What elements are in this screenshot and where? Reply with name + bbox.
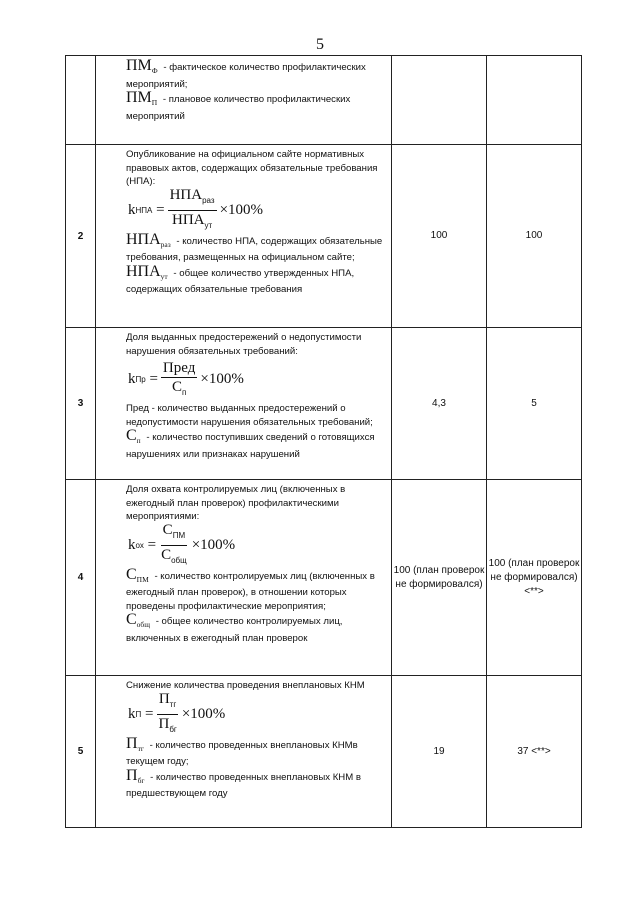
row-number: 2: [66, 145, 96, 328]
symbol: $НПА_{раз}$: [126, 230, 171, 249]
definition-text: - количество НПА, содержащих обязательные требования, размещенных на официальном сайте;: [126, 235, 383, 263]
definition-text: Пред - количество выданных предостережений о недопустимости нарушения обязательных требований;: [126, 403, 373, 428]
description-cell: [96, 145, 392, 328]
definition-text: - количество поступивших сведений о готовящихся нарушениях или признаках нарушений: [126, 432, 375, 460]
row-number: 5: [66, 676, 96, 828]
symbol: $С_{ПМ}$: [126, 565, 149, 584]
table-row-5: [66, 676, 582, 828]
page-number: 5: [316, 36, 324, 53]
indicator-title: Снижение количества проведения внеплановых КНМ: [126, 680, 365, 691]
target-cell: [487, 56, 582, 145]
symbol: $С_п$: [126, 427, 141, 445]
row-number: 4: [66, 480, 96, 676]
definition-text: - количество проведенных внеплановых КНМв текущем году;: [126, 739, 358, 767]
description-cell: [96, 480, 392, 676]
definition-text: - количество контролируемых лиц (включенных в ежегодный план проверок), в отношении которых проведены профилактические мероприятия;: [126, 570, 375, 612]
definition-text: - общее количество утвержденных НПА, содержащих обязательные требования: [126, 267, 355, 295]
table-row-3: [66, 328, 582, 480]
symbol: $С_{общ}$: [126, 611, 151, 629]
table-row-2: [66, 145, 582, 328]
indicator-title: Опубликование на официальном сайте нормативных правовых актов, содержащих обязательные требования (НПА):: [126, 149, 378, 187]
indicator-title: Доля охвата контролируемых лиц (включенных в ежегодный план проверок) профилактическими мероприятиями:: [126, 484, 346, 522]
value-cell: 19: [392, 676, 487, 828]
definition-text: - плановое количество профилактических мероприятий: [126, 94, 351, 122]
description-cell: [96, 56, 392, 145]
value-cell: 4,3: [392, 328, 487, 480]
formula: k Пр = $\frac{\text{Пред}}{С_п}$ ×100%: [128, 359, 244, 397]
value-cell: 100 (план проверок не формировался): [392, 480, 487, 676]
row-number: 3: [66, 328, 96, 480]
indicators-table: [65, 55, 582, 828]
target-cell: 37 <**>: [487, 676, 582, 828]
symbol: $НПА_{ут}$: [126, 262, 168, 281]
value-cell: [392, 56, 487, 145]
definition-text: - количество проведенных внеплановых КНМ в предшествующем году: [126, 771, 361, 799]
target-cell: 5: [487, 328, 582, 480]
symbol: $ПМ_П$: [126, 89, 158, 107]
symbol: $П_{тг}$: [126, 734, 144, 753]
definition-text: - общее количество контролируемых лиц, включенных в ежегодный план проверок: [126, 616, 343, 644]
formula: k НПА = $\frac{НПА_{раз}}{НПА_{ут}}$ ×100%: [128, 187, 264, 230]
symbol: $ПМ_Ф$: [126, 57, 158, 75]
symbol: $П_{бг}$: [126, 766, 145, 785]
definition-text: - фактическое количество профилактических мероприятий;: [126, 62, 366, 90]
indicator-title: Доля выданных предостережений о недопустимости нарушения обязательных требований:: [126, 332, 362, 357]
target-cell: 100: [487, 145, 582, 328]
table-row-4: [66, 480, 582, 676]
num-cell: [66, 56, 96, 145]
table-row-continuation: [66, 56, 582, 145]
formula: k ох = $\frac{С_{ПМ}}{С_{общ}}$ ×100%: [128, 522, 236, 565]
value-cell: 100: [392, 145, 487, 328]
description-cell: [96, 676, 392, 828]
description-cell: [96, 328, 392, 480]
target-cell: 100 (план проверок не формировался)<**>: [487, 480, 582, 676]
formula: k П = $\frac{П_{тг}}{П_{бг}}$ ×100%: [128, 691, 226, 734]
